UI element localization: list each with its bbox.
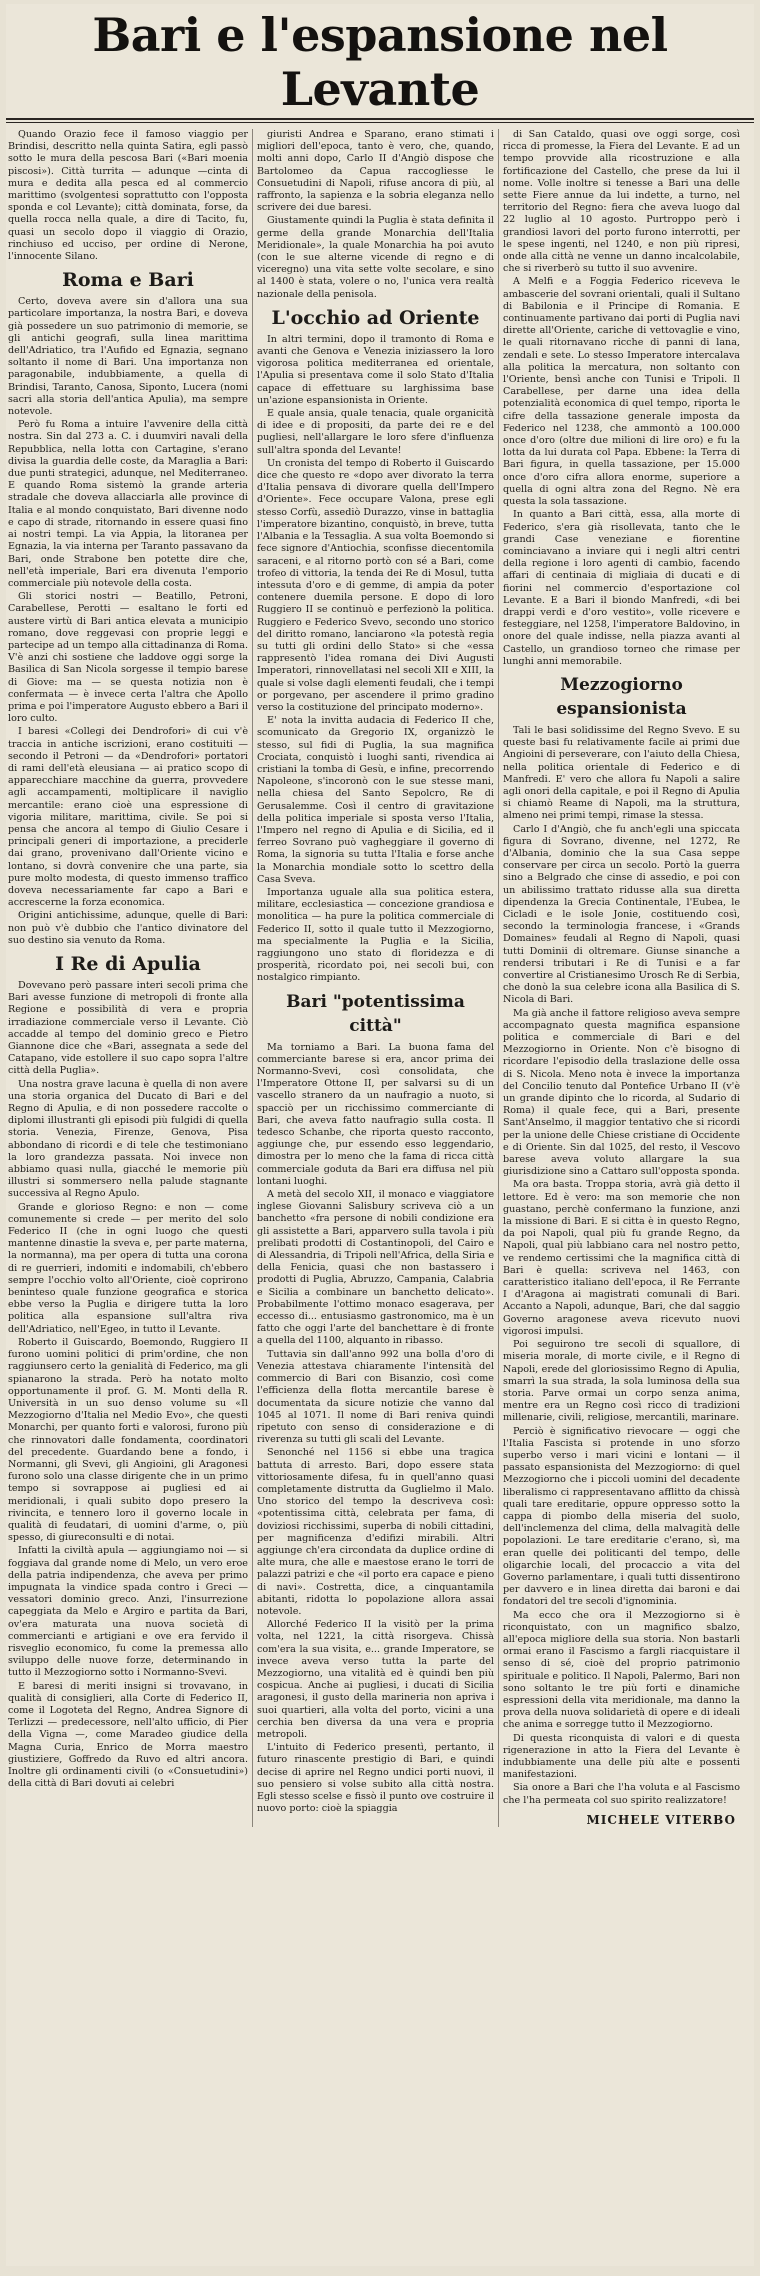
paragraph: A metà del secolo XII, il monaco e viaggiatore inglese Giovanni Salisbury scriveva ciò a un banchetto «fra persone di nobili condizione era gli assistette a Bari, apparvero sulla tavola i più prelibati prodotti di Costantinopoli, del Cairo e di Alessandria, di Tripoli nell'Africa, della Siria e della Fenicia, quasi che non bastassero i prodotti di Puglia, Abruzzo, Campania, Calabria e Sicilia a combinare un banchetto delicato». Probabilmente l'ottimo monaco esagerava, per eccesso di... entusiasmo gastronomico, ma è un fatto che oggi l'arte del banchettare è di fronte a quella del 1100, alquanto in ribasso. xyxy=(257,1189,494,1347)
article-column-2 xyxy=(252,129,498,1827)
paragraph: Allorché Federico II la visitò per la prima volta, nel 1221, la città risorgeva. Chissà com'era la sua visita, e... grande Imperatore, se invece aveva verso tutta la parte del Mezzogiorno, una vitalità ed è quindi ben più cospicua. Anche ai pugliesi, i ducati di Sicilia aragonesi, il gusto della marineria non apriva i suoi quartieri, alla volta del porto, vicini a una cerchia ben diversa da una vera e propria metropoli. xyxy=(257,1619,494,1740)
paragraph: L'intuito di Federico presentì, pertanto, il futuro rinascente prestigio di Bari, e quindi decise di aprire nel Regno undici porti nuovi, il suo pensiero si volse subito alla città nostra. Egli stesso scelse e fissò il punto ove costruire il nuovo porto: cioè la spiaggia xyxy=(257,1742,494,1815)
section-heading: Bari "potentissima città" xyxy=(286,991,465,1036)
paragraph: Infatti la civiltà apula — aggiungiamo noi — si foggiava dal grande nome di Melo, un vero eroe della patria indipendenza, che aveva per primo impugnata la vindice spada contro i Greci — vessatori dominio greco. Anzi, l'insurrezione capeggiata da Melo e Argiro e partita da Bari, ov'era maturata una nuova società di commercianti e artigiani e ove era fervido il risveglio economico, fu come la premessa allo sviluppo delle nuove forze, determinando in tutto il Mezzogiorno sotto i Normanno-Svevi. xyxy=(8,1545,248,1679)
paragraph: Grande e glorioso Regno: e non — come comunemente si crede — per merito del solo Federico II (che in ogni luogo che questi mantenne dinastie la sveva e, per parte materna, la normanna), ma per opera di tutta una corona di re guerrieri, indomiti e indomabili, ch'ebbero sempre l'occhio volto all'Oriente, cioè coprirono beninteso quale funzione geografica e storica ebbe verso la Puglia e dirigere tutta la loro politica alla espansione sull'altra riva dell'Adriatico, nell'Egeo, in tutto il Levante. xyxy=(8,1201,248,1335)
article-column-1 xyxy=(6,129,252,1827)
paragraph: Una nostra grave lacuna è quella di non avere una storia organica del Ducato di Bari e del Regno di Apulia, e di non possedere raccolte o diplomi illustranti gli episodi più fulgidi di quella storia. Venezia, Firenze, Genova, Pisa abbondano di ricordi e di tele che testimoniano la loro grandezza passata. Noi invece non abbiamo quasi nulla, giacché le memorie più illustri si sommersero nella palude stagnante successiva al Regno Apulo. xyxy=(8,1078,248,1200)
paragraph: Carlo I d'Angiò, che fu anch'egli una spiccata figura di Sovrano, divenne, nel 1272, Re d'Albania, dominio che la sua Casa seppe conservare per circa un secolo. Portò la guerra sino a Belgrado che cinse di assedio, e poi con un abilissimo trattato ridusse alla sua diretta dipendenza la Grecia Continentale, l'Eubea, le Cicladi e le isole Jonie, costituendo così, secondo la terminologia francese, i «Grands Domaines» feudali al Regno di Napoli, quasi tutti Dominii di oltremare. Giunse sinanche a rendersi tributari i Re di Tunisi e a far convertire al Cristianesimo Urosch Re di Serbia, che donò la sua celebre icona alla Basilica di S. Nicola di Bari. xyxy=(503,823,740,1006)
paragraph: Perciò è significativo rievocare — oggi che l'Italia Fascista si protende in uno sforzo superbo verso i mari vicini e lontani — il passato espansionista del Mezzogiorno: di quel Mezzogiorno che i piccoli uomini del decadente liberalismo ci rappresentavano afflitto da chissà quali tare ereditarie, oppure oppresso sotto la cappa di piombo della miseria del suolo, dell'inclemenza del clima, della malvagità delle popolazioni. Le tare ereditarie c'erano, sì, ma eran quelle dei politicanti del tempo, delle oligarchie locali, del procaccio a vita del Governo parlamentare, i quali tutti dissentirono per davvero e in linea diretta dai baroni e dai fondatori del tre secoli d'ignominia. xyxy=(503,1425,740,1608)
paragraph: Dovevano però passare interi secoli prima che Bari avesse funzione di metropoli di fronte alla Regione e possibilità di vera e propria irradiazione commerciale verso il Levante. Ciò accadde al tempo del dominio greco e Pietro Giannone dice che «Bari, assegnata a sede del Catapano, vide estollere il suo capo sopra l'altre città della Puglia». xyxy=(8,980,248,1077)
paragraph: Poi seguirono tre secoli di squallore, di miseria morale, di morte civile, e il Regno di Napoli, erede del gloriosissimo Regno di Apulia, smarrì la sua strada, la sola luminosa della sua storia. Parve ormai un corpo senza anima, mentre era un Regno così ricco di tradizioni millenarie, civili, religiose, mercantili, marinare. xyxy=(503,1339,740,1424)
paragraph: Un cronista del tempo di Roberto il Guiscardo dice che questo re «dopo aver divorato la terra d'Italia pensava di divorare quella dell'Impero d'Oriente». Fece occupare Valona, prese egli stesso Corfù, assediò Durazzo, vinse in battaglia l'imperatore bizantino, conquistò, in breve, tutta l'Albania e la Tessaglia. A sua volta Boemondo si fece signore d'Antiochia, sconfisse diecentomila saraceni, e al ritorno portò con sé a Bari, come trofeo di vittoria, la tenda dei Re di Mosul, tutta intessuta d'oro e di gemme, di ampia da poter contenere duemila persone. E dopo di loro Ruggiero II se continuò e perfezionò la politica. Ruggiero e Federico Svevo, secondo uno storico del diritto romano, lanciarono «la potestà regia su tutti gli ordini dello Stato» si che «essa rappresentò l'idea romana dei Divi Augusti Imperatori, rinnovellatasi nel secoli XII e XIII, la quale si volse dagli elementi feudali, che i tempi or porgevano, per ascendere il primo gradino verso la costituzione del principato moderno». xyxy=(257,457,494,713)
paragraph: Senonché nel 1156 si ebbe una tragica battuta di arresto. Bari, dopo essere stata vittoriosamente difesa, fu in quell'anno quasi completamente distrutta da Guglielmo il Malo. Uno storico del tempo la descriveva così: «potentissima città, celebrata per fama, di doviziosi ricchissimi, superba di nobili cittadini, per magnificenza d'edifizi mirabili. Altri aggiunge ch'era circondata da duplice ordine di alte mura, che alle e maestose erano le torri de palazzi patrizi e che «il porto era capace e pieno di navi». Costretta, dice, a cinquantamila abitanti, ridotta lo popolazione allora assai notevole. xyxy=(257,1447,494,1617)
paragraph: Importanza uguale alla sua politica estera, militare, ecclesiastica — concezione grandiosa e monolitica — ha pure la politica commerciale di Federico II, sotto il quale tutto il Mezzogiorno, ma specialmente la Puglia e la Sicilia, raggiungono uno stato di floridezza e di prosperità, ricordato poi, nei secoli bui, con nostalgico rimpianto. xyxy=(257,886,494,984)
paragraph: Ma torniamo a Bari. La buona fama del commerciante barese si era, ancor prima dei Normanno-Svevi, così consolidata, che l'Imperatore Ottone II, per salvarsi su di un vascello stranero da un naufragio a nuoto, si spacciò per un ricchissimo commerciante di Bari, che aveva fatto naufragio sulla costa. Il tedesco Schanbe, che riporta questo racconto, aggiunge che, pur essendo esso leggendario, dimostra per lo meno che la fama di ricca città commerciale goduta da Bari era diffusa nel più lontani luoghi. xyxy=(257,1041,494,1187)
paragraph: Origini antichissime, adunque, quelle di Bari: non può v'è dubbio che l'antico divinatore del suo destino sia venuto da Roma. xyxy=(8,910,248,946)
section-heading: L'occhio ad Oriente xyxy=(271,306,480,329)
paragraph: Roberto il Guiscardo, Boemondo, Ruggiero II furono uomini politici di prim'ordine, che non raggiunsero certo la genialità di Federico, ma gli spianarono la strada. Però ha notato molto opportunamente il prof. G. M. Monti della R. Università in un suo denso volume su «Il Mezzogiorno d'Italia nel Medio Evo», che questi Monarchi, per quanto forti e valorosi, furono più che rinnovatori dalle fondamenta, coordinatori del precedente. Guardando bene a fondo, i Normanni, gli Svevi, gli Angioini, gli Aragonesi furono solo una classe dirigente che in un primo tempo si sovrappose ai pugliesi ed ai meridionali, i quali subito dopo presero la rivincita, e tennero loro il governo locale in qualità di feudatari, di uomini d'arme, o, più spesso, di giureconsulti e di notai. xyxy=(8,1336,248,1544)
paragraph: Però fu Roma a intuire l'avvenire della città nostra. Sin dal 273 a. C. i duumviri navali della Repubblica, nella lotta con Cartagine, s'erano divisa la guardia delle coste, da Maraglia a Bari: due punti strategici, adunque, nel Mediterraneo. E quando Roma sistemò la grande arteria stradale che doveva allacciarla alle province di Italia e al mondo conquistato, Bari divenne nodo e capo di strade, ritornando in essere quasi fino ai nostri tempi. La via Appia, la litoranea per Egnazia, la via interna per Taranto passavano da Bari, onde Strabone ben potette dire che, nell'età imperiale, Bari era divenuta l'emporio commerciale più notevole della costa. xyxy=(8,419,248,589)
paragraph: Ma ora basta. Troppa storia, avrà già detto il lettore. Ed è vero: ma son memorie che non guastano, perchè confermano la funzione, anzi la missione di Bari. E si citta è in questo Regno, da poi Napoli, qual più fu grande Regno, da Napoli, qual più labbiano cara nel nostro petto, ve rendemo certissimi che la magnifica città di Bari è quella: scriveva nel 1463, con caratteristico italiano dell'epoca, il Re Ferrante I d'Aragona ai magistrati comunali di Bari. Accanto a Napoli, adunque, Bari, che dal saggio Governo aragonese aveva ricevuto nuovi vigorosi impulsi. xyxy=(503,1179,740,1337)
paragraph: di San Cataldo, quasi ove oggi sorge, così ricca di promesse, la Fiera del Levante. E ad un tempo provvide alla ricostruzione e alla fortificazione del Castello, che prese da lui il nome. Volle inoltre si tenesse a Bari una delle sette Fiere annue da lui indette, a turno, nel territorio del Regno: fiera che aveva luogo dal 22 luglio al 10 agosto. Purtroppo però i grandiosi lavori del porto furono interrotti, per le spese ingenti, nel 1240, e non più ripresi, onde alla città ne venne un danno incalcolabile, che si riverberò su tutto il suo avvenire. xyxy=(503,129,740,275)
paragraph: Gli storici nostri — Beatillo, Petroni, Carabellese, Perotti — esaltano le forti ed austere virtù di Bari antica elevata a municipio romano, dove reggevasi con proprie leggi e partecipe ad un tempo alla cittadinanza di Roma. V'è anzi chi sostiene che laddove oggi sorge la Basilica di San Nicola sorgesse il tempio barese di Giove: ma — se questa notizia non è confermata — è invece certa l'altra che Apollo prima e poi l'imperatore Augusto ebbero a Bari il loro culto. xyxy=(8,591,248,725)
paragraph: In quanto a Bari città, essa, alla morte di Federico, s'era già risollevata, tanto che le grandi Case veneziane e fiorentine cominciavano a inviare qui i negli altri centri della regione i loro agenti di cambio, facendo affari di centinaia di migliaia di ducati e di fiorini nel commercio d'esportazione col Levante. E a Bari il biondo Manfredi, «di bei drappi verdi e d'oro vestito», volle ricevere e festeggiare, nel 1258, l'imperatore Baldovino, in onore del quale indisse, nella piazza avanti al Castello, un grandioso torneo che rimase per lunghi anni memorabile. xyxy=(503,509,740,667)
paragraph: Giustamente quindi la Puglia è stata definita il germe della grande Monarchia dell'Italia Meridionale», la quale Monarchia ha poi avuto (con le sue alterne vicende di regno e di viceregno) una vita sette volte secolare, e sino al 1400 è stata, volere o no, l'unica vera realtà nazionale della penisola. xyxy=(257,215,494,300)
article-columns xyxy=(6,123,754,1827)
paragraph: Tali le basi solidissime del Regno Svevo. E su queste basi fu relativamente facile ai primi due Angioini di perseverare, con l'aiuto della Chiesa, nella politica orientale di Federico e di Manfredi. E' vero che allora fu Napoli a salire agli onori della capitale, e poi il Regno di Apulia si chiamò Reame di Napoli, ma la struttura, almeno nei primi tempi, rimase la stessa. xyxy=(503,724,740,822)
paragraph: giuristi Andrea e Sparano, erano stimati i migliori dell'epoca, tanto è vero, che, quando, molti anni dopo, Carlo II d'Angiò dispose che Bartolomeo da Capua raccogliesse le Consuetudini di Napoli, rifuse ancora di più, al raffronto, la sapienza e la sobria eleganza nello scrivere dei due baresi. xyxy=(257,129,494,214)
paragraph: Ma già anche il fattore religioso aveva sempre accompagnato questa magnifica espansione politica e commerciale di Bari e del Mezzogiorno in Oriente. Non c'è bisogno di ricordare l'episodio della traslazione delle ossa di S. Nicola. Meno nota è invece la importanza del Concilio tenuto dal Pontefice Urbano II (v'è un grande dipinto che lo ricorda, al Sudario di Roma) il quale fece, qui a Bari, presente Sant'Anselmo, il maggior tentativo che si ricordi per la unione delle Chiese cristiane di Occidente e di Oriente. Sin dal 1025, del resto, il Vescovo barese aveva voluto allargare la sua giurisdizione sino a Cattaro sull'opposta sponda. xyxy=(503,1007,740,1178)
paragraph: Ma ecco che ora il Mezzogiorno si è riconquistato, con un magnifico sbalzo, all'epoca migliore della sua storia. Non bastarli ormai erano il Fascismo a fargli riacquistare il senso di sé, cioè del proprio patrimonio spirituale e politico. Il Napoli, Palermo, Bari non sono soltanto le tre più forti e dinamiche espressioni della vita meridionale, ma danno la prova della nuova solidarietà di opere e di ideali che anima e sorregge tutto il Mezzogiorno. xyxy=(503,1609,740,1731)
paragraph: I baresi «Collegi dei Dendrofori» di cui v'è traccia in antiche iscrizioni, erano costituiti — secondo il Petroni — da «Dendrofori» portatori di rami dell'età eleusiana — ai pratico scopo di apparecchiare macchine da guerra, provvedere agli accampamenti, moltiplicare il naviglio mercantile: erano cioè una espressione di vigoria militare, marittima, civile. Se poi si pensa che ancora al tempo di Giulio Cesare i principali generi di importazione, a preciderle dai grano, provenivano dall'Oriente vicino e lontano, si dovrà convenire che una parte, sia pure molto modesta, di questo immenso traffico doveva necessariamente far capo a Bari e accrescerne la forza economica. xyxy=(8,726,248,909)
paragraph: Quando Orazio fece il famoso viaggio per Brindisi, descritto nella quinta Satira, egli passò sotto le mura della pescosa Bari («Bari moenia piscosi»). Città turrita — adunque —cinta di mura e dedita alla pesca ed al commercio marittimo (svolgentesi soprattutto con l'opposta sponda e col Levante); città dominata, forse, da quella rocca nella quale, a dire di Tacito, fu, quasi un secolo dopo il viaggio di Orazio, rinchiuso ed ucciso, per ordine di Nerone, l'innocente Silano. xyxy=(8,129,248,263)
author-signature: MICHELE VITERBO xyxy=(586,1812,736,1827)
headline: Bari e l'espansione nel Levante xyxy=(92,8,668,116)
paragraph: E baresi di meriti insigni si trovavano, in qualità di consiglieri, alla Corte di Federico II, come il Logoteta del Regno, Andrea Signore di Terlizzi — predecessore, nell'alto ufficio, di Pier della Vigna —, come Maradeo giudice della Magna Curia, Enrico de Morra maestro giustiziere, Goffredo da Ruvo ed altri ancora. Inoltre gli ordinamenti civili (o «Consuetudini») della città di Bari dovuti ai celebri xyxy=(8,1680,248,1790)
paragraph: Di questa riconquista di valori e di questa rigenerazione in atto la Fiera del Levante è indubbiamente una delle più alte e possenti manifestazioni. xyxy=(503,1732,740,1781)
section-heading: Roma e Bari xyxy=(62,269,194,292)
newspaper-page xyxy=(6,4,754,2266)
paragraph: A Melfi e a Foggia Federico riceveva le ambascerie del sovrani orientali, quali il Sultano di Babilonia e il Principe di Romania. E continuamente partivano dai porti di Puglia navi dirette all'Oriente, cariche di vettovaglie e vino, le quali ritornavano ricche di panni di lana, zendali e sete. Lo stesso Imperatore intercalava alla politica la mercatura, non soltanto con l'Oriente, bensì anche con Tunisi e Tripoli. Il Carabellese, per darne una idea della potenzialità economica di quel tempo, riporta le cifre della tassazione generale imposta da Federico nel 1238, che ammontò a 100.000 once d'oro (oltre due milioni di lire oro) e fu la lotta da lui durata col Papa. Ebbene: la Terra di Bari figura, in quella tassazione, per 15.000 once d'oro cifra allora enorme, superiore a quella di ogni altra zona del Regno. Nè era questa la sola tassazione. xyxy=(503,276,740,508)
article-column-3 xyxy=(498,129,744,1827)
paragraph: Sia onore a Bari che l'ha voluta e al Fascismo che l'ha permeata col suo spirito realizzatore! xyxy=(503,1782,740,1806)
paragraph: Certo, doveva avere sin d'allora una sua particolare importanza, la nostra Bari, e doveva già possedere un suo patrimonio di memorie, se gli antichi geografi, sulla linea marittima dell'Adriatico, tra l'Aufido ed Egnazia, segnano soltanto il nome di Bari. Una importanza non paragonabile, indubbiamente, a quella di Brindisi, Taranto, Canosa, Siponto, Lucera (nomi sacri alla storia dell'antica Apulia), ma sempre notevole. xyxy=(8,296,248,418)
paragraph: E' nota la invitta audacia di Federico II che, scomunicato da Gregorio IX, organizzò le stesso, sul fidi di Puglia, la sua magnifica Crociata, conquistò i luoghi santi, rivendica ai cristiani la tomba di Gesù, e infine, precorrendo Napoleone, s'incoronò con le sue stesse mani, nella chiesa del Santo Sepolcro, Re di Gerusalemme. Così il centro di gravitazione della politica imperiale si sposta verso l'Italia, l'Impero nel regno di Apulia e di Sicilia, ed il ferreo Sovrano può vagheggiare il governo di Roma, la signoria su tutta l'Italia e forse anche la Monarchia mondiale sotto lo scettro della Casa Sveva. xyxy=(257,715,494,885)
section-heading: I Re di Apulia xyxy=(55,953,201,975)
paragraph: E quale ansia, quale tenacia, quale organicità di idee e di propositi, da parte dei re e del pugliesi, nell'allargare le loro sfere d'influenza sull'altra sponda del Levante! xyxy=(257,408,494,456)
headline-rule xyxy=(6,118,754,120)
paragraph: In altri termini, dopo il tramonto di Roma e avanti che Genova e Venezia iniziassero la loro vigorosa politica mediterranea ed orientale, l'Apulia si presentava come il solo Stato d'Italia capace di effettuare su larghissima base un'azione espansionista in Oriente. xyxy=(257,333,494,406)
paragraph: Tuttavia sin dall'anno 992 una bolla d'oro di Venezia attestava chiaramente l'intensità del commercio di Bari con Bisanzio, così come l'efficienza della flotta mercantile barese è documentata da sicure notizie che vanno dal 1045 al 1071. Il nome di Bari reniva quindi ripetuto con senso di considerazione e di riverenza su tutti gli scali del Levante. xyxy=(257,1348,494,1446)
section-heading: Mezzogiorno espansionista xyxy=(556,674,687,719)
